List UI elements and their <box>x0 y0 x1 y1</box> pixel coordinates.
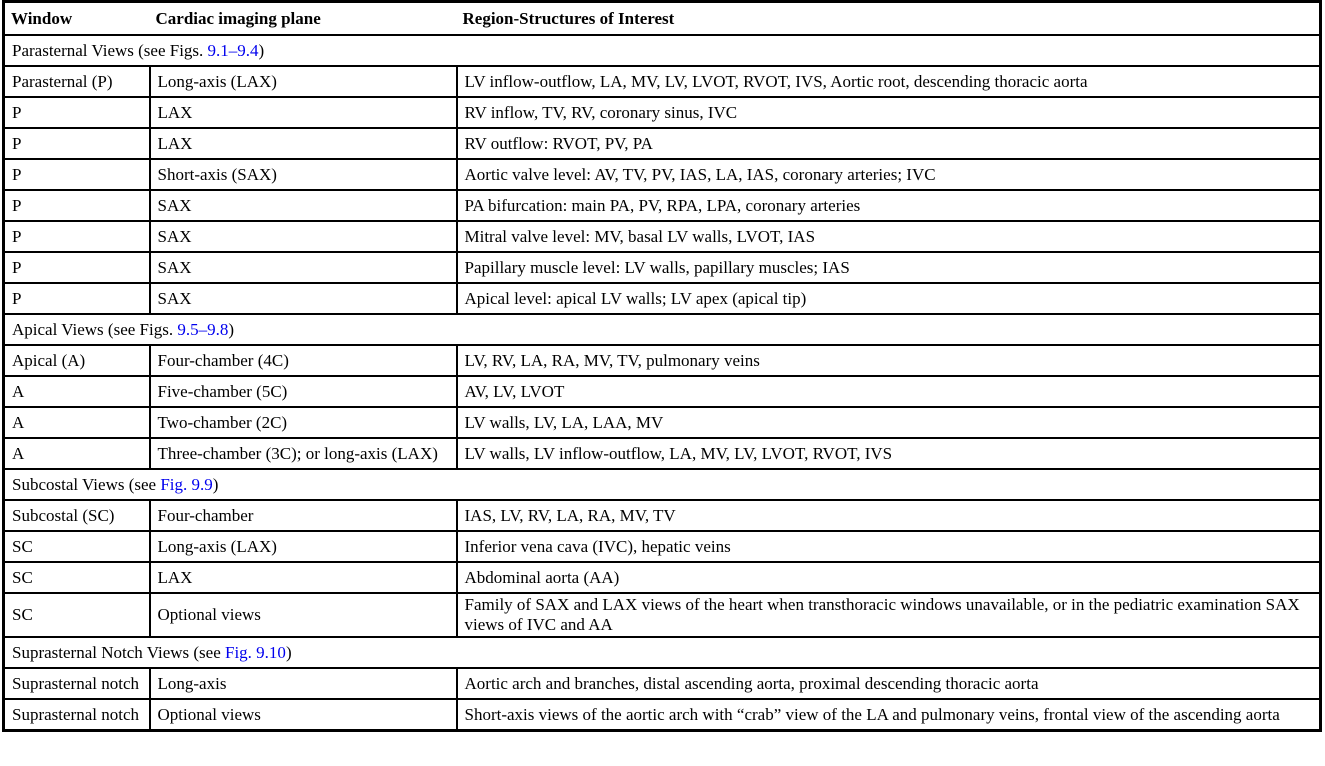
section-title-text: Apical Views (see Figs. <box>12 319 178 339</box>
cell-plane: Four-chamber <box>150 500 457 531</box>
cell-plane: Long-axis (LAX) <box>150 531 457 562</box>
cell-window: P <box>4 128 150 159</box>
cell-plane: Short-axis (SAX) <box>150 159 457 190</box>
cell-window: Suprasternal notch <box>4 668 150 699</box>
table-row <box>4 97 1321 128</box>
cell-plane: Four-chamber (4C) <box>150 345 457 376</box>
figure-link[interactable]: Fig. 9.10 <box>225 642 286 662</box>
cell-window: P <box>4 283 150 314</box>
cell-plane: Long-axis <box>150 668 457 699</box>
cell-plane: Optional views <box>150 593 457 637</box>
section-header-row <box>4 35 1321 66</box>
cell-window: Suprasternal notch <box>4 699 150 731</box>
cell-structures: Papillary muscle level: LV walls, papillary muscles; IAS <box>457 252 1321 283</box>
cell-structures: PA bifurcation: main PA, PV, RPA, LPA, coronary arteries <box>457 190 1321 221</box>
column-header-window: Window <box>4 2 150 36</box>
cell-window: A <box>4 407 150 438</box>
cell-structures: LV inflow-outflow, LA, MV, LV, LVOT, RVOT, IVS, Aortic root, descending thoracic aorta <box>457 66 1321 97</box>
section-title-text: Subcostal Views (see <box>12 474 161 494</box>
cell-window: Parasternal (P) <box>4 66 150 97</box>
table-row <box>4 159 1321 190</box>
cell-window: P <box>4 97 150 128</box>
table-row <box>4 66 1321 97</box>
cell-plane: SAX <box>150 221 457 252</box>
table-row <box>4 376 1321 407</box>
table-row <box>4 345 1321 376</box>
cell-window: P <box>4 221 150 252</box>
cell-structures: Aortic valve level: AV, TV, PV, IAS, LA, IAS, coronary arteries; IVC <box>457 159 1321 190</box>
section-title <box>4 35 1321 66</box>
cell-window: A <box>4 376 150 407</box>
table-row <box>4 531 1321 562</box>
cardiac-imaging-views-table <box>2 0 1322 732</box>
section-header-row <box>4 469 1321 500</box>
table-row <box>4 593 1321 637</box>
cell-structures: LV walls, LV, LA, LAA, MV <box>457 407 1321 438</box>
table-row <box>4 283 1321 314</box>
section-title-close: ) <box>285 642 292 662</box>
cell-structures: Inferior vena cava (IVC), hepatic veins <box>457 531 1321 562</box>
cell-window: Apical (A) <box>4 345 150 376</box>
cell-structures: Apical level: apical LV walls; LV apex (apical tip) <box>457 283 1321 314</box>
cell-plane: Optional views <box>150 699 457 731</box>
table-row <box>4 252 1321 283</box>
section-title-close: ) <box>258 40 265 60</box>
section-title <box>4 469 1321 500</box>
table-row <box>4 190 1321 221</box>
cell-plane: Three-chamber (3C); or long-axis (LAX) <box>150 438 457 469</box>
cell-plane: LAX <box>150 562 457 593</box>
table-row <box>4 128 1321 159</box>
cell-window: P <box>4 252 150 283</box>
cell-plane: SAX <box>150 252 457 283</box>
figure-link[interactable]: 9.5–9.8 <box>177 319 229 339</box>
cell-structures: RV inflow, TV, RV, coronary sinus, IVC <box>457 97 1321 128</box>
section-title-text: Suprasternal Notch Views (see <box>12 642 225 662</box>
cell-structures: Family of SAX and LAX views of the heart when transthoracic windows unavailable, or in the pediatric examination SAX views of IVC and AA <box>457 593 1321 637</box>
table-row <box>4 407 1321 438</box>
cell-plane: LAX <box>150 97 457 128</box>
cell-window: P <box>4 159 150 190</box>
section-title-close: ) <box>212 474 219 494</box>
cell-structures: LV, RV, LA, RA, MV, TV, pulmonary veins <box>457 345 1321 376</box>
header-row <box>4 2 1321 36</box>
column-header-region-structures: Region-Structures of Interest <box>457 2 1321 36</box>
cell-structures: Short-axis views of the aortic arch with “crab” view of the LA and pulmonary veins, frontal view of the ascending aorta <box>457 699 1321 731</box>
cell-plane: Long-axis (LAX) <box>150 66 457 97</box>
cell-structures: Abdominal aorta (AA) <box>457 562 1321 593</box>
figure-link[interactable]: 9.1–9.4 <box>207 40 259 60</box>
section-title-text: Parasternal Views (see Figs. <box>12 40 208 60</box>
column-header-cardiac-imaging-plane: Cardiac imaging plane <box>150 2 457 36</box>
cell-structures: Mitral valve level: MV, basal LV walls, LVOT, IAS <box>457 221 1321 252</box>
cell-plane: Five-chamber (5C) <box>150 376 457 407</box>
section-header-row <box>4 314 1321 345</box>
cell-window: SC <box>4 531 150 562</box>
cell-window: A <box>4 438 150 469</box>
cell-structures: AV, LV, LVOT <box>457 376 1321 407</box>
cell-structures: IAS, LV, RV, LA, RA, MV, TV <box>457 500 1321 531</box>
cell-window: P <box>4 190 150 221</box>
cell-plane: SAX <box>150 283 457 314</box>
cell-structures: RV outflow: RVOT, PV, PA <box>457 128 1321 159</box>
cell-structures: LV walls, LV inflow-outflow, LA, MV, LV, LVOT, RVOT, IVS <box>457 438 1321 469</box>
table-row <box>4 668 1321 699</box>
table-row <box>4 500 1321 531</box>
table-row <box>4 562 1321 593</box>
cell-window: SC <box>4 593 150 637</box>
section-title <box>4 314 1321 345</box>
section-title <box>4 637 1321 668</box>
table-row <box>4 438 1321 469</box>
cell-plane: Two-chamber (2C) <box>150 407 457 438</box>
figure-link[interactable]: Fig. 9.9 <box>160 474 213 494</box>
cell-window: Subcostal (SC) <box>4 500 150 531</box>
cell-structures: Aortic arch and branches, distal ascending aorta, proximal descending thoracic aorta <box>457 668 1321 699</box>
cell-plane: LAX <box>150 128 457 159</box>
section-title-close: ) <box>228 319 235 339</box>
section-header-row <box>4 637 1321 668</box>
table-row <box>4 699 1321 731</box>
table-row <box>4 221 1321 252</box>
cell-window: SC <box>4 562 150 593</box>
cell-plane: SAX <box>150 190 457 221</box>
